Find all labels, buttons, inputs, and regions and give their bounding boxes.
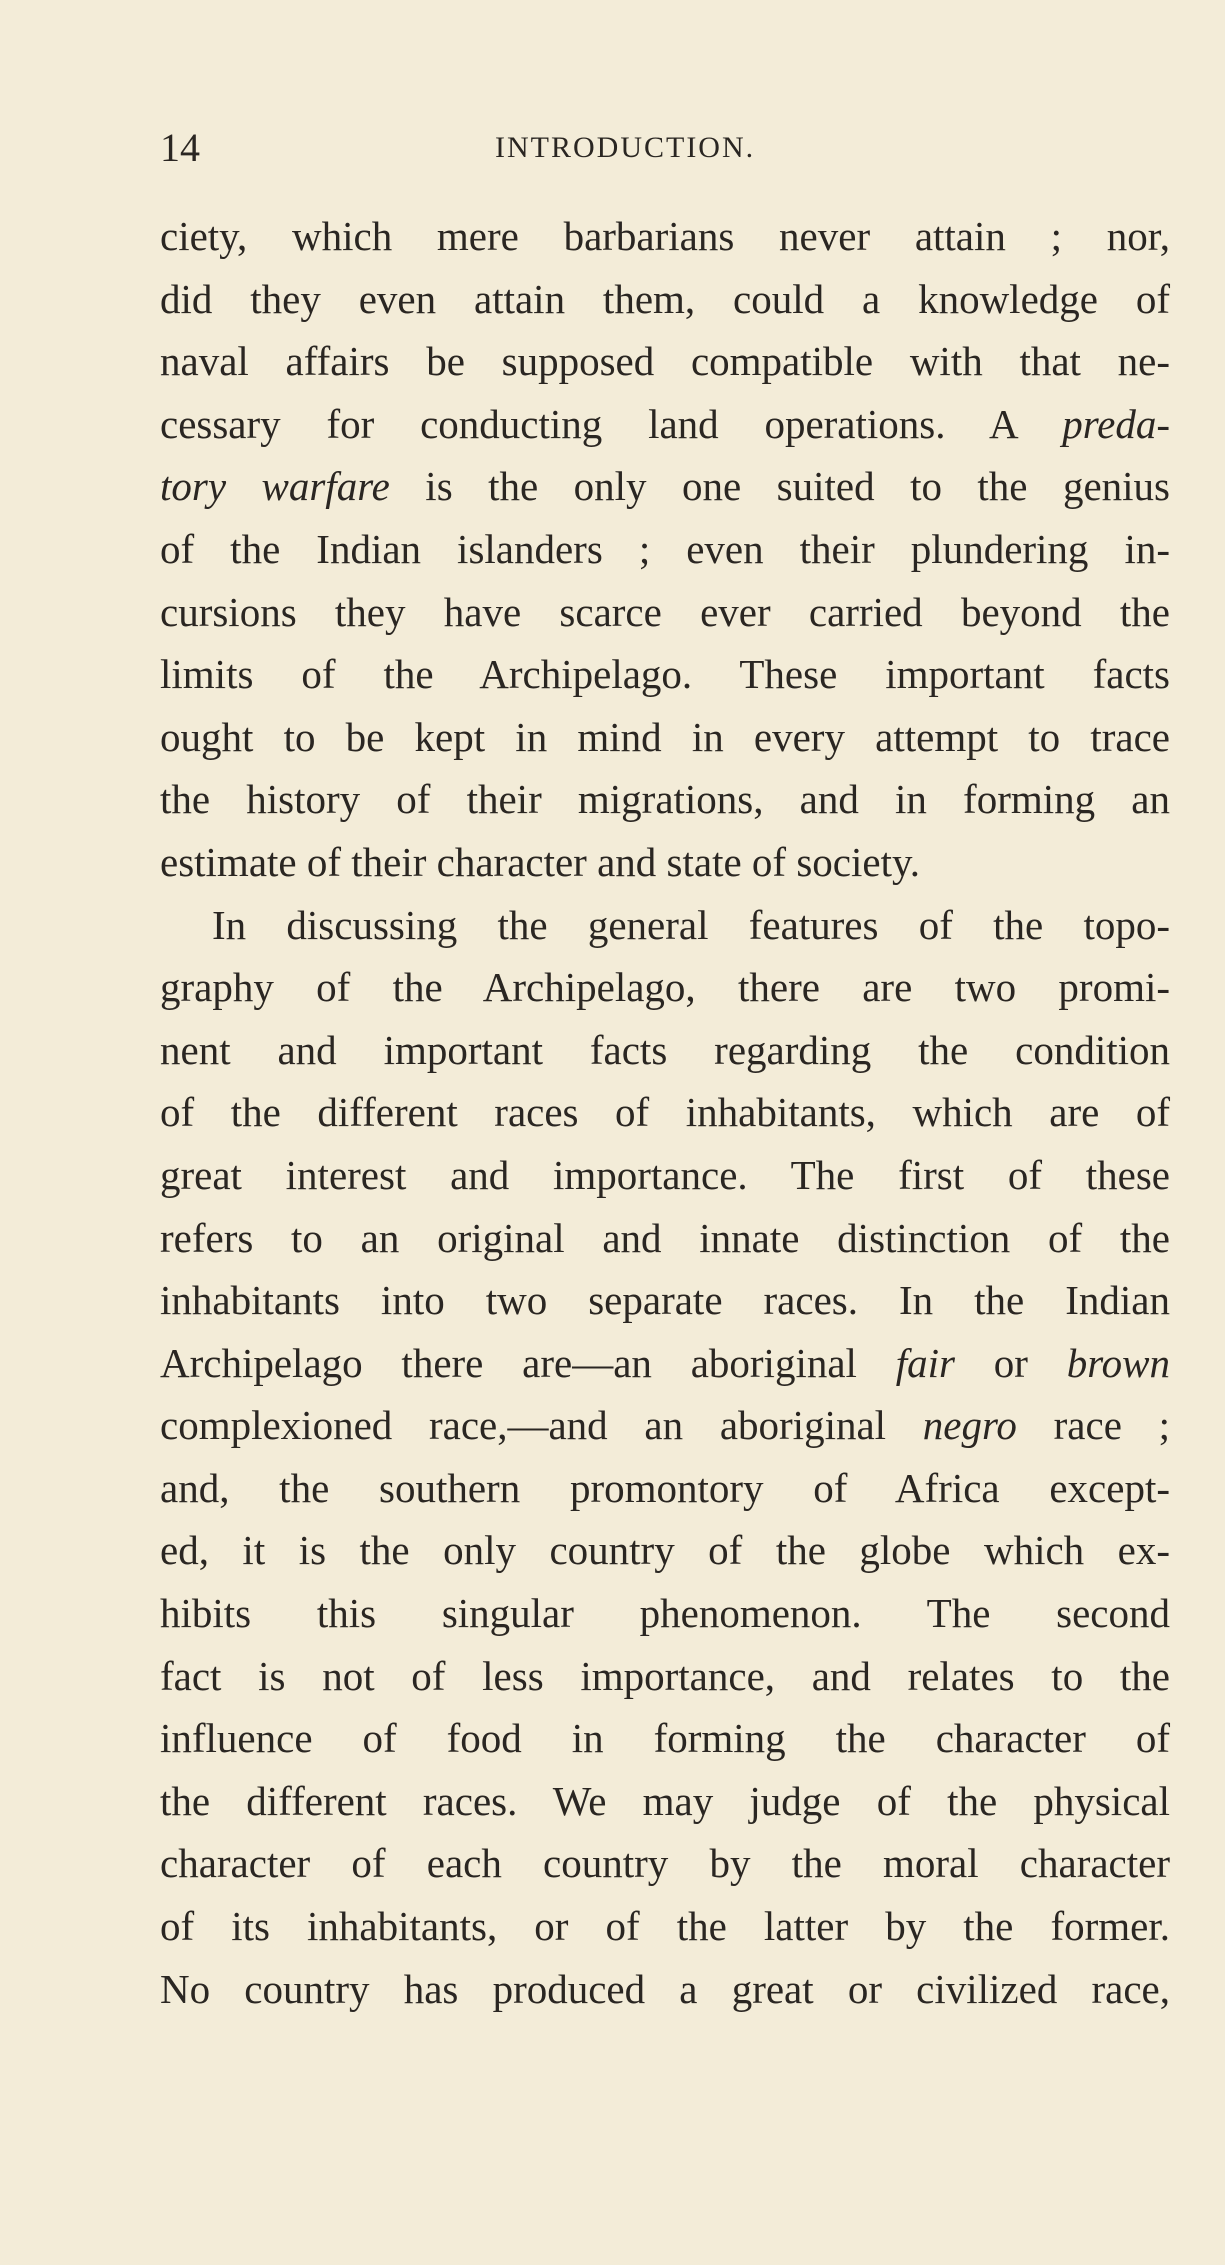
text-line: [160, 205, 1170, 268]
text-line: [160, 1269, 1170, 1332]
text-segment: estimate of their character and state of society.: [160, 838, 921, 885]
text-segment: nent and important facts regarding the condition: [160, 1026, 1170, 1073]
text-segment: did they even attain them, could a knowledge of: [160, 275, 1170, 322]
text-line: [160, 1207, 1170, 1270]
text-segment: the history of their migrations, and in forming an: [160, 776, 1170, 823]
text-segment: fact is not of less importance, and relates to the: [160, 1652, 1170, 1699]
text-line: [160, 1707, 1170, 1770]
body-text: [160, 205, 1170, 2020]
text-line: [160, 1457, 1170, 1520]
italic-text: preda-: [1062, 400, 1170, 447]
text-line: [160, 330, 1170, 393]
text-line: [160, 393, 1170, 456]
text-line: [160, 1394, 1170, 1457]
text-line: [160, 518, 1170, 581]
text-segment: ought to be kept in mind in every attempt to trace: [160, 713, 1170, 760]
text-segment: limits of the Archipelago. These important facts: [160, 651, 1170, 698]
text-segment: graphy of the Archipelago, there are two promi-: [160, 964, 1170, 1011]
text-segment: and, the southern promontory of Africa except-: [160, 1464, 1170, 1511]
text-segment: ciety, which mere barbarians never attain ; nor,: [160, 213, 1170, 259]
text-line: [160, 643, 1170, 706]
text-segment: cursions they have scarce ever carried beyond the: [160, 588, 1170, 635]
text-line: [160, 1895, 1170, 1958]
text-segment: No country has produced a great or civilized race,: [160, 1965, 1170, 2012]
text-segment: naval affairs be supposed compatible with that ne-: [160, 338, 1170, 385]
text-segment: character of each country by the moral character: [160, 1840, 1170, 1887]
text-segment: race ;: [1016, 1402, 1171, 1449]
page-header: [160, 118, 1165, 178]
text-segment: influence of food in forming the character of: [160, 1715, 1170, 1762]
text-segment: is the only one suited to the genius: [389, 463, 1171, 510]
text-line: [160, 1519, 1170, 1582]
italic-text: tory warfare: [160, 463, 390, 510]
text-segment: of the different races of inhabitants, which are of: [160, 1089, 1170, 1136]
text-line: [160, 1582, 1170, 1645]
text-segment: hibits this singular phenomenon. The second: [160, 1590, 1170, 1637]
text-line: [160, 1770, 1170, 1833]
text-line: [160, 1958, 1170, 2021]
page-number: 14: [160, 125, 200, 170]
text-segment: inhabitants into two separate races. In the Indian: [160, 1277, 1170, 1324]
text-segment: ed, it is the only country of the globe which ex-: [160, 1527, 1170, 1574]
italic-text: brown: [1066, 1339, 1171, 1386]
italic-text: fair: [895, 1339, 955, 1386]
text-line: [160, 455, 1170, 518]
text-line: [160, 706, 1170, 769]
text-segment: great interest and importance. The first of these: [160, 1151, 1170, 1198]
text-segment: In discussing the general features of the topo-: [212, 901, 1170, 948]
text-line: [160, 1019, 1170, 1082]
text-line: [160, 1332, 1170, 1395]
text-segment: of its inhabitants, or of the latter by the former.: [160, 1903, 1170, 1950]
running-head: INTRODUCTION.: [495, 131, 756, 164]
italic-text: negro: [922, 1402, 1017, 1449]
text-line: [160, 894, 1170, 957]
text-segment: complexioned race,—and an aboriginal: [160, 1402, 923, 1449]
text-line: [160, 1144, 1170, 1207]
text-line: [160, 1081, 1170, 1144]
text-segment: the different races. We may judge of the physical: [160, 1777, 1170, 1824]
text-segment: of the Indian islanders ; even their plundering in-: [160, 525, 1170, 572]
text-segment: refers to an original and innate distinction of the: [160, 1214, 1170, 1261]
text-line: [160, 1645, 1170, 1708]
text-segment: or: [954, 1339, 1067, 1386]
text-line: [160, 831, 1170, 894]
text-segment: Archipelago there are—an aboriginal: [160, 1339, 896, 1386]
text-line: [160, 768, 1170, 831]
text-line: [160, 581, 1170, 644]
text-segment: cessary for conducting land operations. A: [160, 400, 1063, 447]
text-line: [160, 956, 1170, 1019]
text-line: [160, 1832, 1170, 1895]
text-line: [160, 268, 1170, 331]
